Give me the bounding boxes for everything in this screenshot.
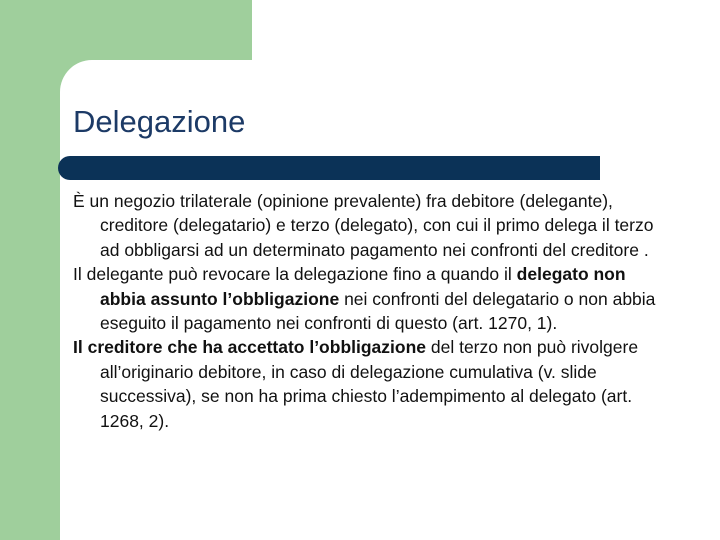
creditor-text-bold: Il creditore che ha accettato l’obbligazione xyxy=(73,337,426,358)
slide-body xyxy=(73,189,673,433)
paragraph-creditor xyxy=(73,335,673,433)
paragraph-revocation xyxy=(73,262,673,335)
title-underline-bar xyxy=(58,156,600,180)
creditor-text-end: del terzo non può rivolgere all’originario debitore, in caso di delegazione cumulativa (v. slide successiva), se non ha prima chiesto l’adempimento al delegato (art. 1268, 2). xyxy=(100,337,639,431)
paragraph-definition xyxy=(73,189,673,262)
revocation-text-end: nei confronti del delegatario o non abbia eseguito il pagamento nei confronti di questo (art. 1270, 1). xyxy=(100,288,656,334)
revocation-text-bold: delegato non abbia assunto l’obbligazione xyxy=(100,264,626,309)
slide-title: Delegazione xyxy=(73,104,246,139)
definition-text: È un negozio trilaterale (opinione prevalente) fra debitore (delegante), creditore (delegatario) e terzo (delegato), con cui il primo delega il terzo ad obbligarsi ad un determinato pagamento nei confronti del creditore . xyxy=(73,191,654,260)
revocation-text-start: Il delegante può revocare la delegazione fino a quando il xyxy=(73,264,517,285)
